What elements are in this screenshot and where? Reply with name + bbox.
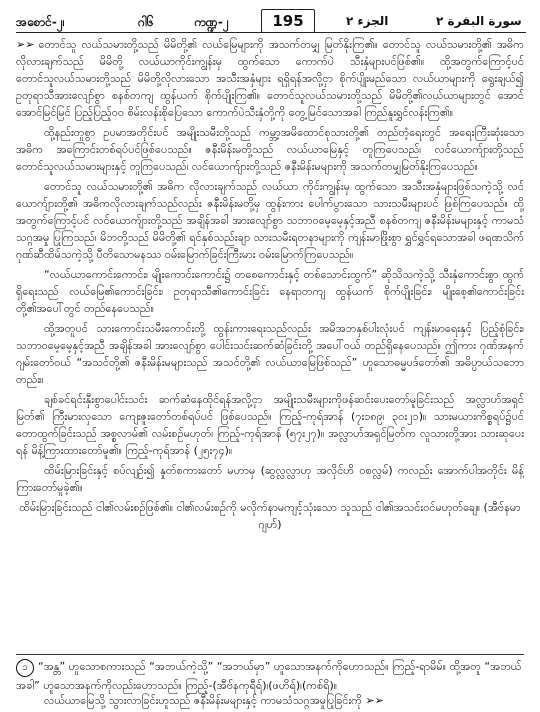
volume-label: အစောင်-၂၊ [16,15,65,29]
paragraph-3: တောင်သူ လယ်သမားတို့၏ အဓိက လိုလားချက်သည် လယ်ယာ ကိုင်းကျွန်းမှ ထွက်သော အသီးအနှံများဖြစ်သကဲ့သို့ လင်ယောက်ျားတို့၏ အဓိကလိုလားချက်သည်လည်း ဇနီးမိန်းမတို့မှ ထွန်းကား ပေါက်ပွားသော သားသမီးများပင် ဖြစ်ကြပေသည်။ ထို့အတွက်ကြောင့်ပင် လင်ယောက်ျားတို့သည် အချိန်အခါ အားလျော်စွာ သဘာဝမေ့မေ့နှင့်အညီ စနစ်တကျ ဇနီးမိန်းမများနှင့် ကာမသံသဂ္ဂအမှု ပြုကြသည်၊ မိဘတို့သည် မိမိတို့၏ ရင်နှစ်သည်းချာ သားသမီးရတနာများကို ကျန်းမာဖြိုးစွာ ရွှင်ရွှင်ရသောအခါ ဖရဏသိက် ဂုဏ်ဆီထိမ်သကဲ့သို့ ပီတိသောမနဿ ဝမ်းမြောက်ခြင်းကြီးမား ဝမ်းမြောက်ကြပေသည်။ [16,180,524,261]
page-number: 195 [261,9,315,33]
paragraph-1 [16,36,524,121]
footnote-rule [16,654,524,655]
paragraph-1-text: တောင်သူ လယ်သမားတို့သည် မိမိတို့၏ လယ်မြေများကို အသက်တမျှ မြတ်နိုးကြ၏။ တောင်သူ လယ်သမားတို့၏ အဓိကလိုလားချက်သည် မိမိတို့ လယ်ယာကိုင်းကျွန်းမှ ထွက်သော ကောက်ပဲ သီးနှံများပင်ဖြစ်၏။ ထို့အတွက်ကြောင့်ပင် တောင်သူလယ်သမားတို့သည် မိမိတို့လိုလားသော အသီးအနှံများ ရရှိရန်အလို့ငှာ စိုက်ပျိုးမည်သော လယ်ယာများကို ရွေးချယ်၍ ဥတုရာသီအားလျော်စွာ စနစ်တကျ ထွန်ယက် စိုက်ပျိုးကြ၏။ တောင်သူလယ်သမားတို့သည် မိမိတို့၏လယ်ယာများတွင် အောင်အောင်မြင်မြင် ပြည့်ပြည့်ဝဝ စိမ်းလန်းစိုပြေသော ကောက်ပဲသီးနှံတို့ကို တွေ့မြင်သောအခါ ကြည်နူးရွှင်လန်းကြ၏။ [16,38,524,119]
surah-title: سورة البقرة ٢ [436,14,522,28]
juz-label-myanmar: ကဏ္ဍ-၂ [194,15,229,29]
header-rule [16,32,526,33]
footnote-marker: ၁ [16,659,34,677]
page-header [16,6,526,38]
footnote-text: “အန္တ” ဟူသောစကားသည် “အဘယ်ကဲ့သို့” “အဘယ်မှာ” ဟူသောအနက်ကိုဟောသည်။ ကြည့်-ရာမိမ်။ ထို့အတူ “အဘယ်အခါ” ဟူသောအနက်ကိုလည်းဟောသည်။ ကြည့်-(အီဗ်နကုရီရ်)၊(ဖဟိရ်)၊(ကစ်ရိ)။ [16,660,522,692]
paragraph-2: ထို့နည်းတူစွာ ဥပမာအတိုင်းပင် အမျိုးသမီးတို့သည် ကမ္ဘာ့အမိထောင်စုသားတို့၏ တည်တံ့ရေးတွင် အရေးကြီးဆုံးသော အဓိက အကြောင်းတစ်ရပ်ပင်ဖြစ်ပေသည်။ ဇနီးမိန်းမတို့သည် လယ်ယာမြေနှင့် တူကြပေသည်၊ လင်ယောက်ျားတို့သည် တောင်သူလယ်သမားများနှင့် တူကြပေသည်၊ လင်ယောက်ျားတို့သည် ဇနီးမိန်းမများကို အသက်တမျှမြတ်နိုးကြပေသည်။ [16,126,524,173]
paragraph-6: ချစ်ခင်ရင်းနှီးစွာပေါင်းသင်း ဆက်ဆံနေထိုင်ရန်အလို့ငှာ အမျိုးသမီးများကိုဖန်ဆင်းပေးတော်မူခြင်းသည် အလ္လာဟ်အရှင်မြတ်၏ ကြီးမားလှသော ကျေးဇူးတော်တစ်ရပ်ပင် ဖြစ်ပေသည်။ ကြည့်-ကုရ်အာန် (၇း၁၈၉၊ ၃၀း၂၁)။ သားမယားကိစ္စရပ်၌ပင် တောထွက်ခြင်းသည် အစ္စလာမ်၏ လမ်းစဉ်မဟုတ်၊ ကြည့်-ကုရ်အာန် (၅၇း၂၇)။ အလ္လာဟ်အရှင်မြတ်က လူသားတို့အား သားဆုပေးရန် မိန့်ကြားထားတော်မူ၏။ ကြည့်-ကုရ်အာန် (၂၅း၇၄)။ [16,393,524,457]
continuation-arrows-icon: ➢➢ [16,38,35,51]
paragraph-7: ထိမ်းမြားခြင်းနှင့် စပ်လျဉ်း၍ နှုတ်စကားတော် မဟာမှ (ဆွလ္လလ္လာဟု အလိုင်ဟိ ဝစလ္လမ်) ကလည်း အောက်ပါအတိုင်း မိန့်ကြားတော်မူခဲ့၏။ [16,464,524,494]
section-label: ဂါ၆ [138,15,154,29]
continuation-arrows-end-icon: ➢➢ [365,694,384,707]
hadith-quote: ထိမ်းမြားခြင်းသည် ငါ၏လမ်းစဉ်ဖြစ်၏။ ငါ၏လမ်းစဉ်ကို မလိုက်နာမကျင့်သုံးသော သူသည် ငါ၏အသင်းဝင်မဟုတ်ချေ။ (အီဗ်နမာဂျဟ်) [19,501,521,531]
closing-line-text: လယ်ယာမြေသို့ သွားလာခြင်းဟူသည် ဇနီးမိန်းမများနှင့် ကာမသံသဂ္ဂအမှုပြုခြင်းကို [44,694,362,707]
juz-label-arabic: الجزء ٢ [346,14,389,28]
paragraph-4: “လယ်ယာကောင်းကောင်း၊ မျိုးကောင်းကောင်း၌ တစေကောင်းနှင့် တစ်သောင်းထွက်” ဆိုသိသကဲ့သို့ သီးနှံကောင်းစွာ ထွက်ရှိရေးသည် လယ်မြေ၏ကောင်းခြင်း၊ ဥတုရာသီ၏ကောင်းခြင်း နေရာတကျ ထွန်ယက် စိုက်ပျိုးခြင်း၊ မျိုးစေ့၏ကောင်းခြင်းတို့၏အပေါ်တွင် တည်နေပေသည်။ [16,268,524,315]
footnote [16,658,524,694]
paragraph-5: ထို့အတူပင် သားကောင်းသမီးကောင်းတို့ ထွန်းကားရေးသည်လည်း အမိအဘနှစ်ပါးလုံးပင် ကျန်းမာရေးနှင့် ပြည့်စုံခြင်း၊ သဘာဝမေ့မေ့နှင့်အညီ အချိန်အခါ အားလျော်စွာ ပေါင်းသင်းဆက်ဆံခြင်းတို့ အပေါ်ဝယ် တည်ရှိနေပေသည်။ ဤကား ဂုဏ်အနက်ဂျမ်းတော်ဝယ် “အသင်တို့၏ ဇနီးမိန်းမများသည် အသင်တို့၏ လယ်ယာမြေဖြစ်သည်” ဟူသောဓမ္မပဒ်တော်၏ အဓိပ္ပာယ်သဘောတည်း။ [16,322,524,386]
closing-line [16,692,524,709]
page-body [16,36,524,672]
